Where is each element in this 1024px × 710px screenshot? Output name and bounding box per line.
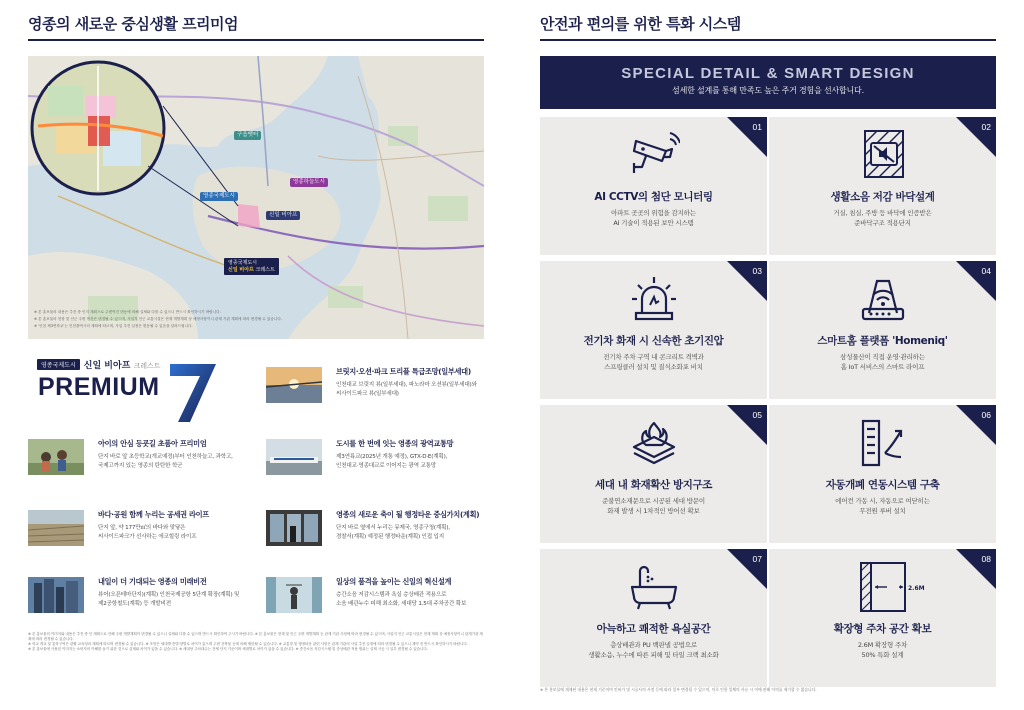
card-07-title: 아늑하고 쾌적한 욕실공간 <box>596 623 711 635</box>
card-03-desc: 전기차 주차 구역 내 콘크리트 격벽과 스프링클러 설치 및 질식소화포 비치 <box>603 353 704 372</box>
card-03-number: 03 <box>752 266 762 276</box>
card-08-desc: 2.6M 확장형 주차 50% 특화 설계 <box>857 641 908 660</box>
tile-3-thumb <box>266 439 322 475</box>
tile-7-thumb <box>266 577 322 613</box>
premium-tile-6 <box>28 577 248 617</box>
tile-5-title: 영종의 새로운 축이 될 행정타운 중심가치(계획) <box>336 510 480 519</box>
card-02-title: 생활소음 저감 바닥설계 <box>830 191 935 203</box>
premium-seven-mark <box>168 360 218 424</box>
premium-tile-2 <box>28 439 248 479</box>
feature-card-02 <box>769 117 996 255</box>
card-03-title: 전기차 화재 시 신속한 초기진압 <box>583 335 724 347</box>
card-04-number: 04 <box>981 266 991 276</box>
tile-3-title: 도시를 한 번에 잇는 영종의 광역교통망 <box>336 439 454 448</box>
card-04-desc: 삼성물산이 직접 운영·관리하는 홈 IoT 서비스의 스마트 라이프 <box>840 353 925 372</box>
site-callout-line1: 영종국제도시 <box>228 260 257 266</box>
premium-word: PREMIUM <box>38 373 160 401</box>
site-callout-line2: 신일 비아프 <box>228 266 254 273</box>
left-section-title: 영종의 새로운 중심생활 프리미엄 <box>28 15 239 33</box>
tile-1-desc: 인천대교 브릿지 뷰(일부세대), 파노라마 오션뷰(일부세대)와 씨사이드파크 뷰(일부세대) <box>336 382 477 397</box>
site-callout-line3: 크레스트 <box>255 266 275 273</box>
right-title-rule <box>540 39 996 41</box>
map-graphic <box>28 56 484 339</box>
feature-card-05 <box>540 405 767 543</box>
card-02-number: 02 <box>981 122 991 132</box>
router-icon <box>857 273 909 325</box>
bathtub-icon <box>628 561 680 613</box>
feature-card-07 <box>540 549 767 687</box>
feature-card-06 <box>769 405 996 543</box>
fire-barrier-icon <box>628 417 680 469</box>
tile-4-desc: 단지 앞, 약 177만㎡의 바다와 맞닿은 씨사이드파크가 선사하는 에코힐링 라이프 <box>98 525 197 540</box>
card-04-title: 스마트홈 플랫폼 'Homeniq' <box>817 335 948 347</box>
premium-tile-5 <box>266 510 486 550</box>
card-05-number: 05 <box>752 410 762 420</box>
tile-7-title: 일상의 품격을 높이는 신일의 혁신설계 <box>336 577 452 586</box>
map-note-1: ※ 본 홍보물의 내용은 추진 중 인지 계획으로 주변여건 변동에 의해 실제와 다를 수 있으니 반드시 확인하시기 바랍니다. <box>34 310 221 314</box>
card-06-desc: 에어컨 가동 시, 자동으로 여닫히는 무전원 루버 설치 <box>835 497 930 516</box>
feature-card-08 <box>769 549 996 687</box>
feature-card-03 <box>540 261 767 399</box>
tile-4-thumb <box>28 510 84 546</box>
right-page <box>512 0 1024 710</box>
site-callout <box>224 258 279 275</box>
tile-1-thumb <box>266 367 322 403</box>
card-08-title: 확장형 주차 공간 확보 <box>833 623 932 635</box>
card-07-desc: 층상배관과 PU 백판넬 공법으로 생활소음, 누수에 따른 피해 및 타일 크랙 최소화 <box>588 641 719 660</box>
card-08-number: 08 <box>981 554 991 564</box>
tile-5-thumb <box>266 510 322 546</box>
map-tag-1: 구읍뱃터 <box>234 131 261 140</box>
premium-tile-1 <box>266 367 486 407</box>
premium-header <box>37 358 161 371</box>
tile-2-title: 아이의 안심 등굣길 초품아 프리미엄 <box>98 439 207 448</box>
special-design-banner <box>540 56 996 109</box>
feature-card-01 <box>540 117 767 255</box>
card-01-title: AI CCTV의 첨단 모니터링 <box>594 191 713 203</box>
tile-6-desc: 뷰어(오픈테마단지)(계획) 인천국제공항 5단계 확장(계획) 및 제2공항철도(계획) 등 개발비전 <box>98 592 240 607</box>
feature-card-04 <box>769 261 996 399</box>
tile-6-thumb <box>28 577 84 613</box>
tile-7-desc: 층간소음 저감시스템과 욕실 층상배관 적용으로 소음 배관누수 피해 최소화, 세대당 1.5대 주차공간 확보 <box>336 592 467 607</box>
card-07-number: 07 <box>752 554 762 564</box>
tile-2-thumb <box>28 439 84 475</box>
premium-tile-3 <box>266 439 486 479</box>
tile-4-title: 바다·공원 함께 누리는 공세권 라이프 <box>98 510 209 519</box>
left-title-rule <box>28 39 484 41</box>
map-tag-4: 신일 비아프 <box>266 211 300 220</box>
map-tag-2: 영종하늘도시 <box>290 178 328 187</box>
floor-noise-icon <box>857 129 909 181</box>
auto-vent-icon <box>857 417 909 469</box>
cctv-icon <box>628 129 680 181</box>
tile-1-title: 브릿지·오션·파크 트리플 특급조망(일부세대) <box>336 367 471 376</box>
map-note-3: ※ '인천 제3연륙교'는 인천광역시의 계획에 따르며, 사업 추진 일정은 변동될 수 있음을 알려드립니다. <box>34 324 193 328</box>
parking-icon <box>857 561 909 613</box>
card-08-width-label: 2.6M <box>908 585 925 592</box>
card-02-desc: 거실, 침실, 주방 등 바닥에 인증받은 준바닥구조 적용단지 <box>833 209 932 228</box>
location-map <box>28 56 484 339</box>
card-01-number: 01 <box>752 122 762 132</box>
premium-badge: 영종국제도시 <box>37 359 80 370</box>
premium-brand-suffix: 크레스트 <box>133 362 161 370</box>
left-footnote: ※ 본 홍보물의 이미지와 내용은 추진 중 인 계획으로 인해 주변 개발계획이 변경될 수 있으니 실제와 다를 수 있으며 반드시 확인하여 주시기 바랍니다. ※ 본 홍보물은 현재 및 인근 주변 개발계획 등 관계 기관 사정에 따라 변경될 수 있으며, 사업지 인근 교통시설은 현재 계획 상 예정사항이니 관계기관 계획에 따라 변경될 수 있습니다. ※ 학교 개교 및 통학구역은 관할 교육청의 계획에 따르며 변경될 수 있습니다. ※ 조망은 세대별·층별·향별로 차이가 있으며 주변 건축물 등에 의해 제한될 수 있습니다. ※ 교통망 및 행정타운 관련 사항은 관계 기관의 사업 추진 일정에 따라 변경될 수 있으니 계약 전 반드시 확인하시기 바랍니다. ※ 본 홍보물에 사용된 이미지는 소비자의 이해를 돕기 위한 것으로 실제와 차이가 있을 수 있습니다. ※ 세대당 주차대수는 전체 단지 기준이며 세대별로 차이가 있을 수 있습니다. ※ 층간소음 저감시스템 및 층상배관 적용 범위는 실제 시공 시 일부 변경될 수 있습니다. <box>28 632 483 651</box>
map-tag-3: 영종국제도시 <box>200 192 238 201</box>
banner-title: SPECIAL DETAIL & SMART DESIGN <box>621 65 915 82</box>
tile-6-title: 내일이 더 기대되는 영종의 미래비전 <box>98 577 207 586</box>
card-05-desc: 준불연소재문으로 시공된 세대 방문이 화재 발생 시 1차적인 방어선 확보 <box>602 497 705 516</box>
premium-tile-4 <box>28 510 248 550</box>
card-06-title: 자동개폐 연동시스템 구축 <box>825 479 940 491</box>
siren-icon <box>628 273 680 325</box>
card-06-number: 06 <box>981 410 991 420</box>
right-section-title: 안전과 편의를 위한 특화 시스템 <box>540 15 741 33</box>
right-footnote: ※ 본 홍보물에 게재된 내용은 현재 기준이며 인허가 및 시공사의 사정 등에 따라 일부 변경될 수 있으며, 이로 인한 일체의 사유 시 이에 관해 이의를 제기할 수 없습니다. <box>540 687 817 692</box>
tile-5-desc: 단지 바로 옆에서 누리는 뮤제국, 영종구청(계획), 경찰서(계획) 예정된 행정타운(계획) 인접 입지 <box>336 525 450 540</box>
card-01-desc: 아파트 곳곳의 위험을 감지하는 AI 기술이 적용된 보안 시스템 <box>611 209 696 228</box>
tile-3-desc: 제3연륙교(2025년 개통 예정), GTX-D·E(계획), 인천대교·영종대교로 이어지는 광역 교통망 <box>336 454 448 469</box>
premium-brand: 신일 비아프 <box>83 361 131 371</box>
premium-tile-7 <box>266 577 486 617</box>
map-note-2: ※ 본 홍보물의 현장 및 인근 주변 여건은 변경될 수 있으며, 사업지 인근 교통시설은 현재 개발계획 상 예정사항이니 관계 기관 계획에 따라 변경될 수 있습니다. <box>34 317 282 321</box>
banner-subtitle: 섬세한 설계를 통해 만족도 높은 주거 경험을 선사합니다. <box>672 86 864 95</box>
tile-2-desc: 단지 바로 앞 초등학교(개교예정)부터 인천하늘고, 과학고, 국제고까지 있는 영종의 탄탄한 학군 <box>98 454 233 469</box>
card-05-title: 세대 내 화재확산 방지구조 <box>595 479 712 491</box>
